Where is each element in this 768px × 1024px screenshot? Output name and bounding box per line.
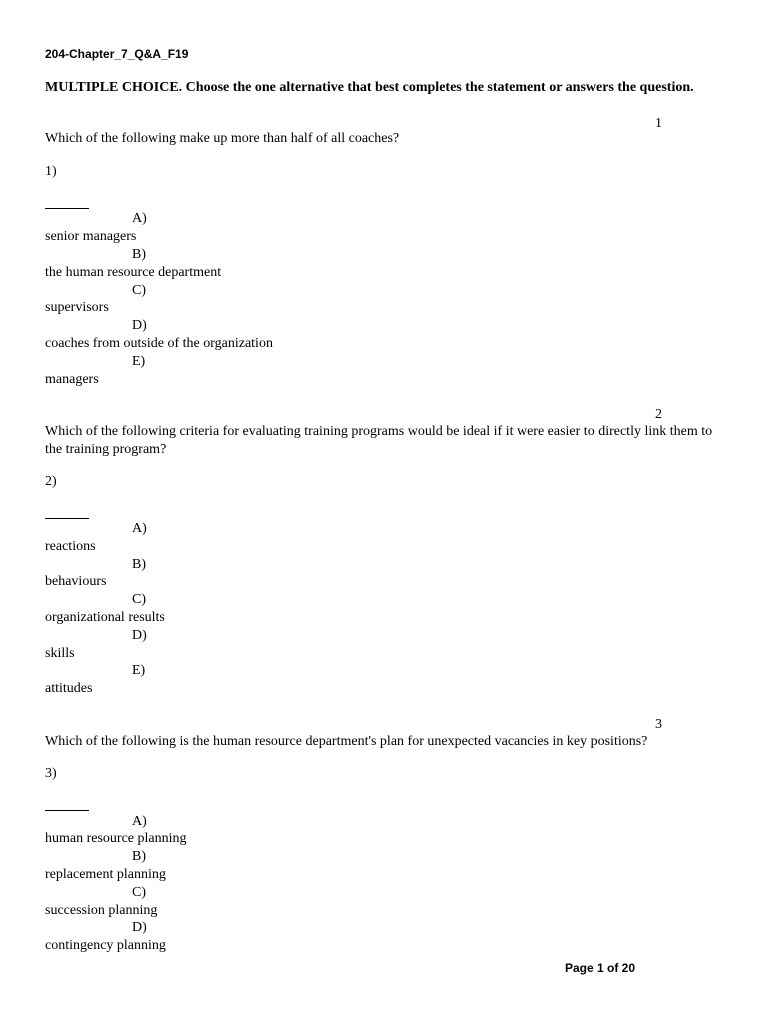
option-letter: C) (132, 592, 146, 607)
option-letter: A) (132, 814, 147, 829)
option-text: human resource planning (45, 831, 187, 846)
question-number: 2 (655, 407, 662, 422)
answer-blank[interactable] (45, 810, 89, 811)
option-letter: A) (132, 521, 147, 536)
answer-blank[interactable] (45, 518, 89, 519)
instructions: MULTIPLE CHOICE. Choose the one alternative that best completes the statement or answers the question. (45, 80, 694, 95)
question-text: Which of the following criteria for evaluating training programs would be ideal if it were easier to directly link them to the training program? (45, 424, 713, 457)
option-text: skills (45, 646, 75, 661)
option-letter: B) (132, 557, 146, 572)
question-label: 3) (45, 766, 57, 781)
option-text: succession planning (45, 903, 158, 918)
option-letter: D) (132, 628, 147, 643)
option-text: behaviours (45, 574, 107, 589)
option-letter: B) (132, 247, 146, 262)
option-letter: E) (132, 663, 146, 678)
option-text: contingency planning (45, 938, 166, 953)
option-text: attitudes (45, 681, 93, 696)
option-letter: C) (132, 885, 146, 900)
question-label: 2) (45, 474, 57, 489)
option-text: managers (45, 372, 99, 387)
option-letter: C) (132, 283, 146, 298)
option-text: supervisors (45, 300, 109, 315)
option-text: organizational results (45, 610, 165, 625)
option-letter: D) (132, 920, 147, 935)
question-number: 3 (655, 717, 662, 732)
question-text: Which of the following make up more than half of all coaches? (45, 131, 400, 146)
option-text: coaches from outside of the organization (45, 336, 273, 351)
page-footer: Page 1 of 20 (565, 961, 636, 975)
option-text: reactions (45, 539, 96, 554)
option-letter: D) (132, 318, 147, 333)
option-letter: B) (132, 849, 146, 864)
question-text: Which of the following is the human resource department's plan for unexpected vacancies in key positions? (45, 734, 648, 749)
option-text: senior managers (45, 229, 137, 244)
answer-blank[interactable] (45, 208, 89, 209)
question-number: 1 (655, 116, 662, 131)
option-letter: E) (132, 354, 146, 369)
option-text: replacement planning (45, 867, 166, 882)
option-text: the human resource department (45, 265, 222, 280)
document-header: 204-Chapter_7_Q&A_F19 (45, 47, 189, 61)
question-label: 1) (45, 164, 57, 179)
option-letter: A) (132, 211, 147, 226)
